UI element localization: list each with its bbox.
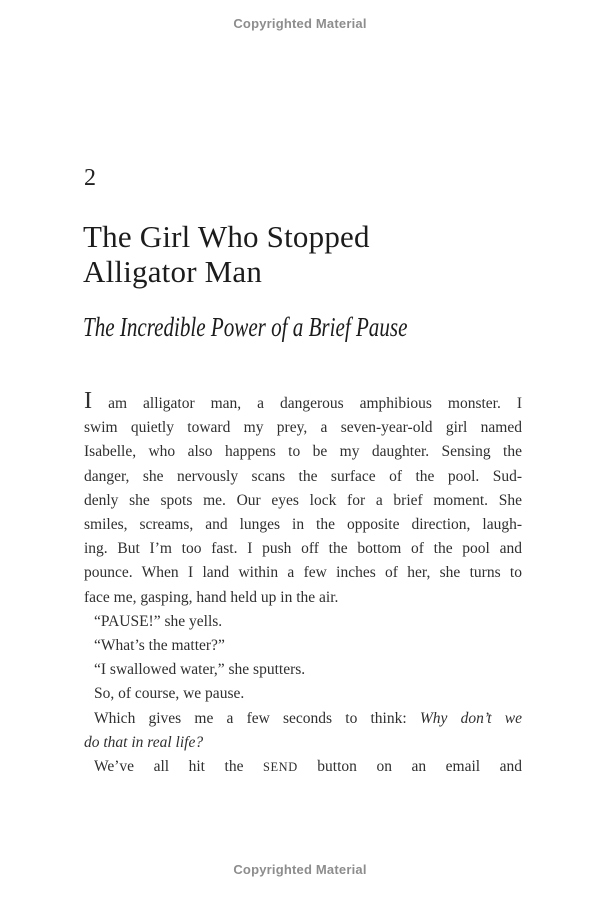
body-line xyxy=(84,537,522,561)
body-line xyxy=(84,610,522,634)
body-run: face me, gasping, hand held up in the air. xyxy=(84,588,339,606)
body-line xyxy=(84,658,522,682)
body-run: So, of course, we pause. xyxy=(94,685,245,703)
chapter-subtitle-text: The Incredible Power of a Brief Pause xyxy=(83,312,408,342)
copyright-notice-top: Copyrighted Material xyxy=(233,16,367,31)
body-run: swim quietly toward my prey, a seven-year-old girl named xyxy=(84,419,522,437)
body-run: pounce. When I land within a few inches of her, she turns to xyxy=(84,564,522,582)
body-line xyxy=(84,513,522,537)
body-line xyxy=(84,389,522,416)
body-text xyxy=(84,389,522,779)
chapter-subtitle xyxy=(83,312,499,343)
body-run: “I swallowed water,” she sputters. xyxy=(94,661,306,679)
body-line xyxy=(84,707,522,731)
copyright-notice-bottom: Copyrighted Material xyxy=(233,862,367,877)
body-run: am alligator man, a dangerous amphibious monster. I xyxy=(92,395,522,412)
body-run: “PAUSE!” she yells. xyxy=(94,612,223,630)
body-run-italic: Why don’t we xyxy=(419,709,522,727)
body-run: ing. But I’m too fast. I push off the bottom of the pool and xyxy=(84,540,522,558)
body-run: Which gives me a few seconds to think: xyxy=(94,709,420,727)
chapter-title xyxy=(83,219,370,289)
body-line xyxy=(84,755,522,779)
body-run: button on an email and xyxy=(297,758,522,776)
body-run: Isabelle, who also happens to be my daughter. Sensing the xyxy=(84,443,522,461)
body-run: “What’s the matter?” xyxy=(94,637,225,655)
body-run-italic: do that in real life? xyxy=(84,733,204,751)
body-run: smiles, screams, and lunges in the opposite direction, laugh- xyxy=(84,516,522,534)
body-run-smallcaps: SEND xyxy=(263,760,298,775)
body-line xyxy=(84,586,522,610)
chapter-number: 2 xyxy=(84,165,96,191)
body-run: denly she spots me. Our eyes lock for a brief moment. She xyxy=(84,491,522,509)
body-line xyxy=(84,682,522,706)
body-line xyxy=(84,416,522,440)
body-line xyxy=(84,440,522,464)
body-line xyxy=(84,634,522,658)
body-line xyxy=(84,731,522,755)
body-line xyxy=(84,465,522,489)
body-run-leadcap: I xyxy=(84,387,93,414)
chapter-title-line1: The Girl Who Stopped xyxy=(83,219,370,254)
body-line xyxy=(84,561,522,585)
body-run: danger, she nervously scans the surface of the pool. Sud- xyxy=(84,467,522,485)
body-line xyxy=(84,489,522,513)
body-run: We’ve all hit the xyxy=(94,758,263,776)
chapter-title-line2: Alligator Man xyxy=(83,254,263,289)
